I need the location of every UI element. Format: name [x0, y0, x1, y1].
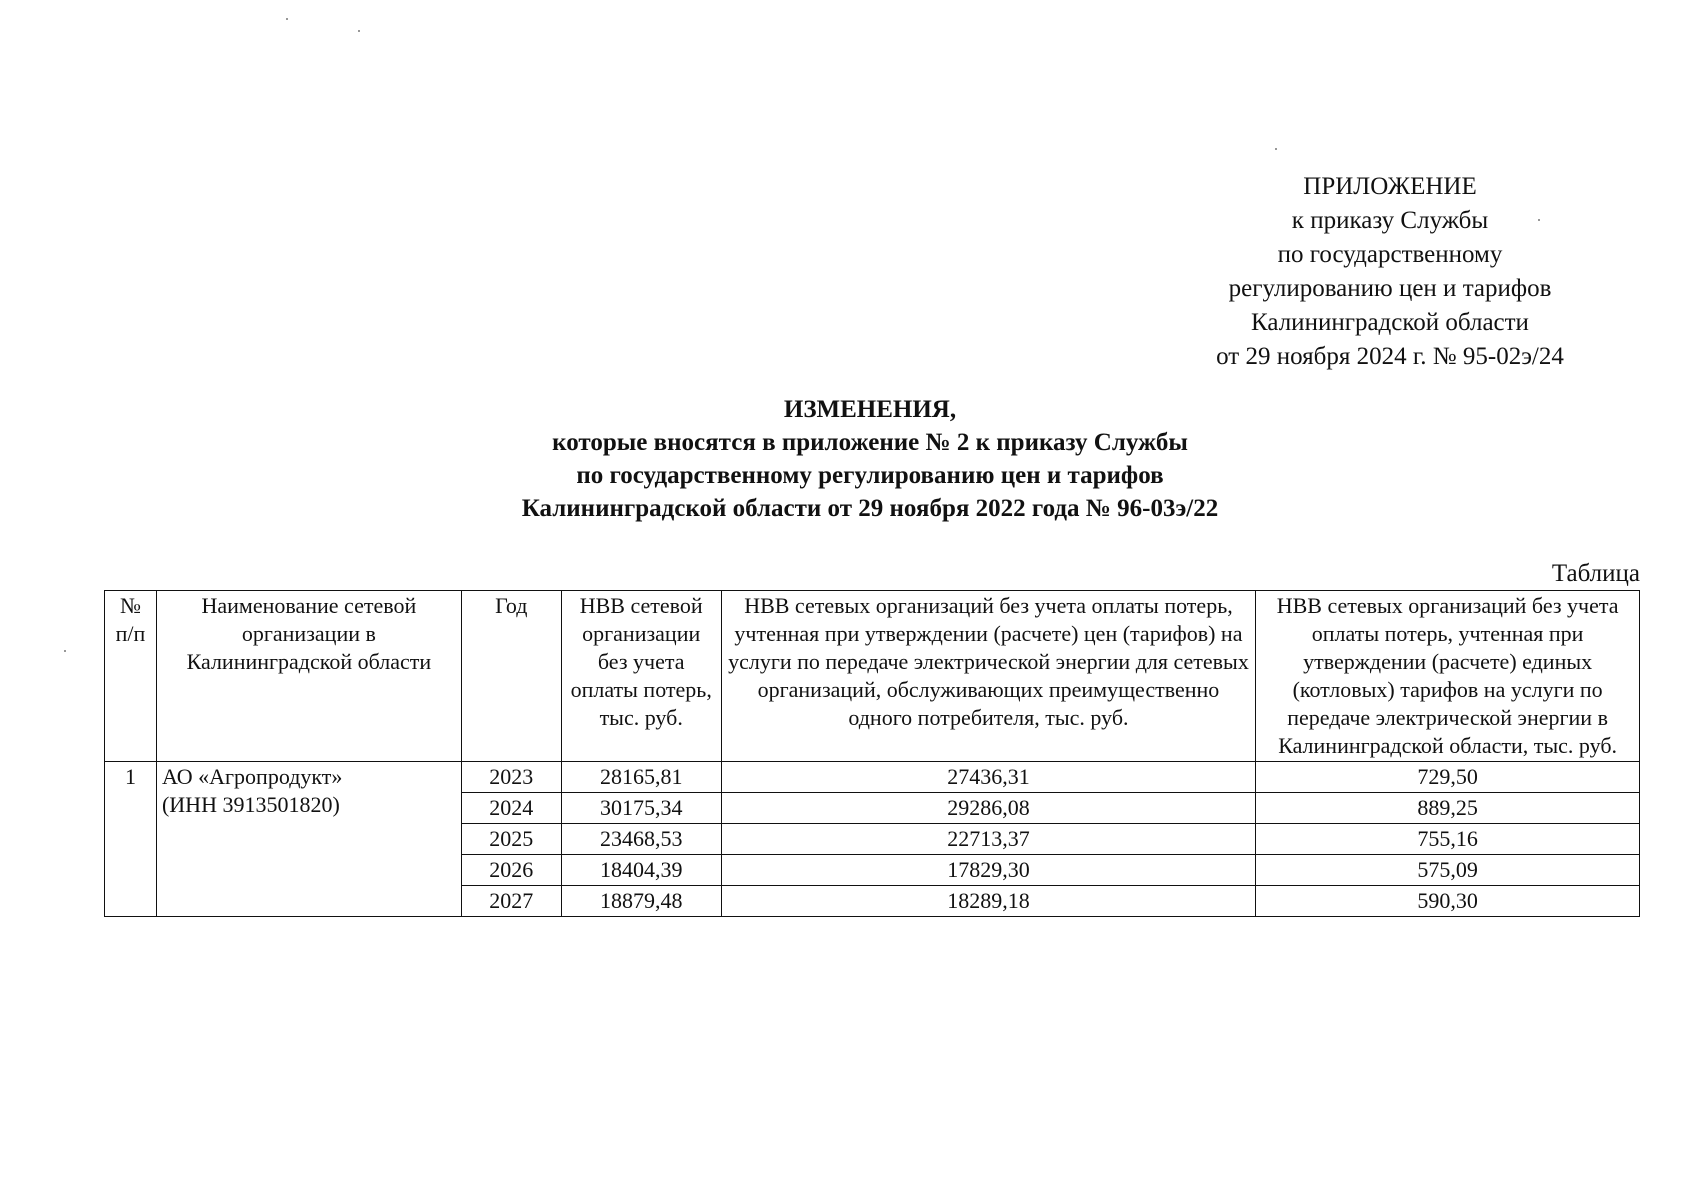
- cell-nvv: 30175,34: [561, 793, 721, 824]
- cell-nvv: 23468,53: [561, 824, 721, 855]
- header-single-consumer: НВВ сетевых организаций без учета оплаты потерь, учтенная при утверждении (расчете) цен (тарифов) на услуги по передаче электрической энергии для сетевых организаций, обслуживающих преимущественно одного потребителя, тыс. руб.: [721, 591, 1256, 762]
- cell-single-consumer: 27436,31: [721, 762, 1256, 793]
- cell-nvv: 18404,39: [561, 855, 721, 886]
- cell-single-consumer: 17829,30: [721, 855, 1256, 886]
- table-label: Таблица: [1551, 560, 1640, 587]
- appendix-line: от 29 ноября 2024 г. № 95-02э/24: [1216, 343, 1564, 370]
- appendix-line: ПРИЛОЖЕНИЕ: [1303, 173, 1477, 200]
- cell-year: 2026: [461, 855, 561, 886]
- header-boiler-tariff: НВВ сетевых организаций без учета оплаты потерь, учтенная при утверждении (расчете) единых (котловых) тарифов на услуги по передаче электрической энергии в Калининградской области, тыс. руб.: [1256, 591, 1640, 762]
- cell-nvv: 28165,81: [561, 762, 721, 793]
- organization-name: АО «Агропродукт»: [161, 764, 343, 789]
- table-header-row: [105, 591, 1640, 762]
- cell-year: 2024: [461, 793, 561, 824]
- scan-speck: [64, 650, 66, 652]
- tariff-table: [104, 590, 1640, 917]
- scan-speck: [1275, 148, 1277, 150]
- cell-single-consumer: 22713,37: [721, 824, 1256, 855]
- cell-boiler-tariff: 729,50: [1256, 762, 1640, 793]
- header-year: Год: [461, 591, 561, 762]
- document-title: [330, 393, 1410, 525]
- cell-year: 2025: [461, 824, 561, 855]
- cell-boiler-tariff: 889,25: [1256, 793, 1640, 824]
- appendix-block: [1170, 170, 1610, 374]
- cell-boiler-tariff: 575,09: [1256, 855, 1640, 886]
- title-line: по государственному регулированию цен и тарифов: [576, 462, 1164, 489]
- title-line: Калининградской области от 29 ноября 2022 года № 96-03э/22: [521, 495, 1219, 522]
- cell-boiler-tariff: 590,30: [1256, 886, 1640, 917]
- cell-boiler-tariff: 755,16: [1256, 824, 1640, 855]
- appendix-line: по государственному: [1277, 241, 1503, 268]
- cell-single-consumer: 18289,18: [721, 886, 1256, 917]
- organization-inn: (ИНН 3913501820): [161, 792, 340, 817]
- cell-year: 2027: [461, 886, 561, 917]
- scan-speck: [286, 18, 288, 20]
- header-nvv: НВВ сетевой организации без учета оплаты потерь, тыс. руб.: [561, 591, 721, 762]
- scan-speck: [358, 30, 360, 32]
- appendix-line: регулированию цен и тарифов: [1228, 275, 1552, 302]
- table-row: [105, 762, 1640, 793]
- scan-speck: [1538, 219, 1540, 221]
- cell-single-consumer: 29286,08: [721, 793, 1256, 824]
- cell-nvv: 18879,48: [561, 886, 721, 917]
- cell-organization: [156, 762, 461, 917]
- title-line: которые вносятся в приложение № 2 к приказу Службы: [552, 429, 1188, 456]
- cell-num: 1: [105, 762, 157, 917]
- appendix-line: к приказу Службы: [1291, 207, 1489, 234]
- header-name: Наименование сетевой организации в Калининградской области: [156, 591, 461, 762]
- title-heading: ИЗМЕНЕНИЯ,: [783, 396, 957, 423]
- cell-year: 2023: [461, 762, 561, 793]
- header-num: № п/п: [105, 591, 157, 762]
- appendix-line: Калининградской области: [1251, 309, 1529, 336]
